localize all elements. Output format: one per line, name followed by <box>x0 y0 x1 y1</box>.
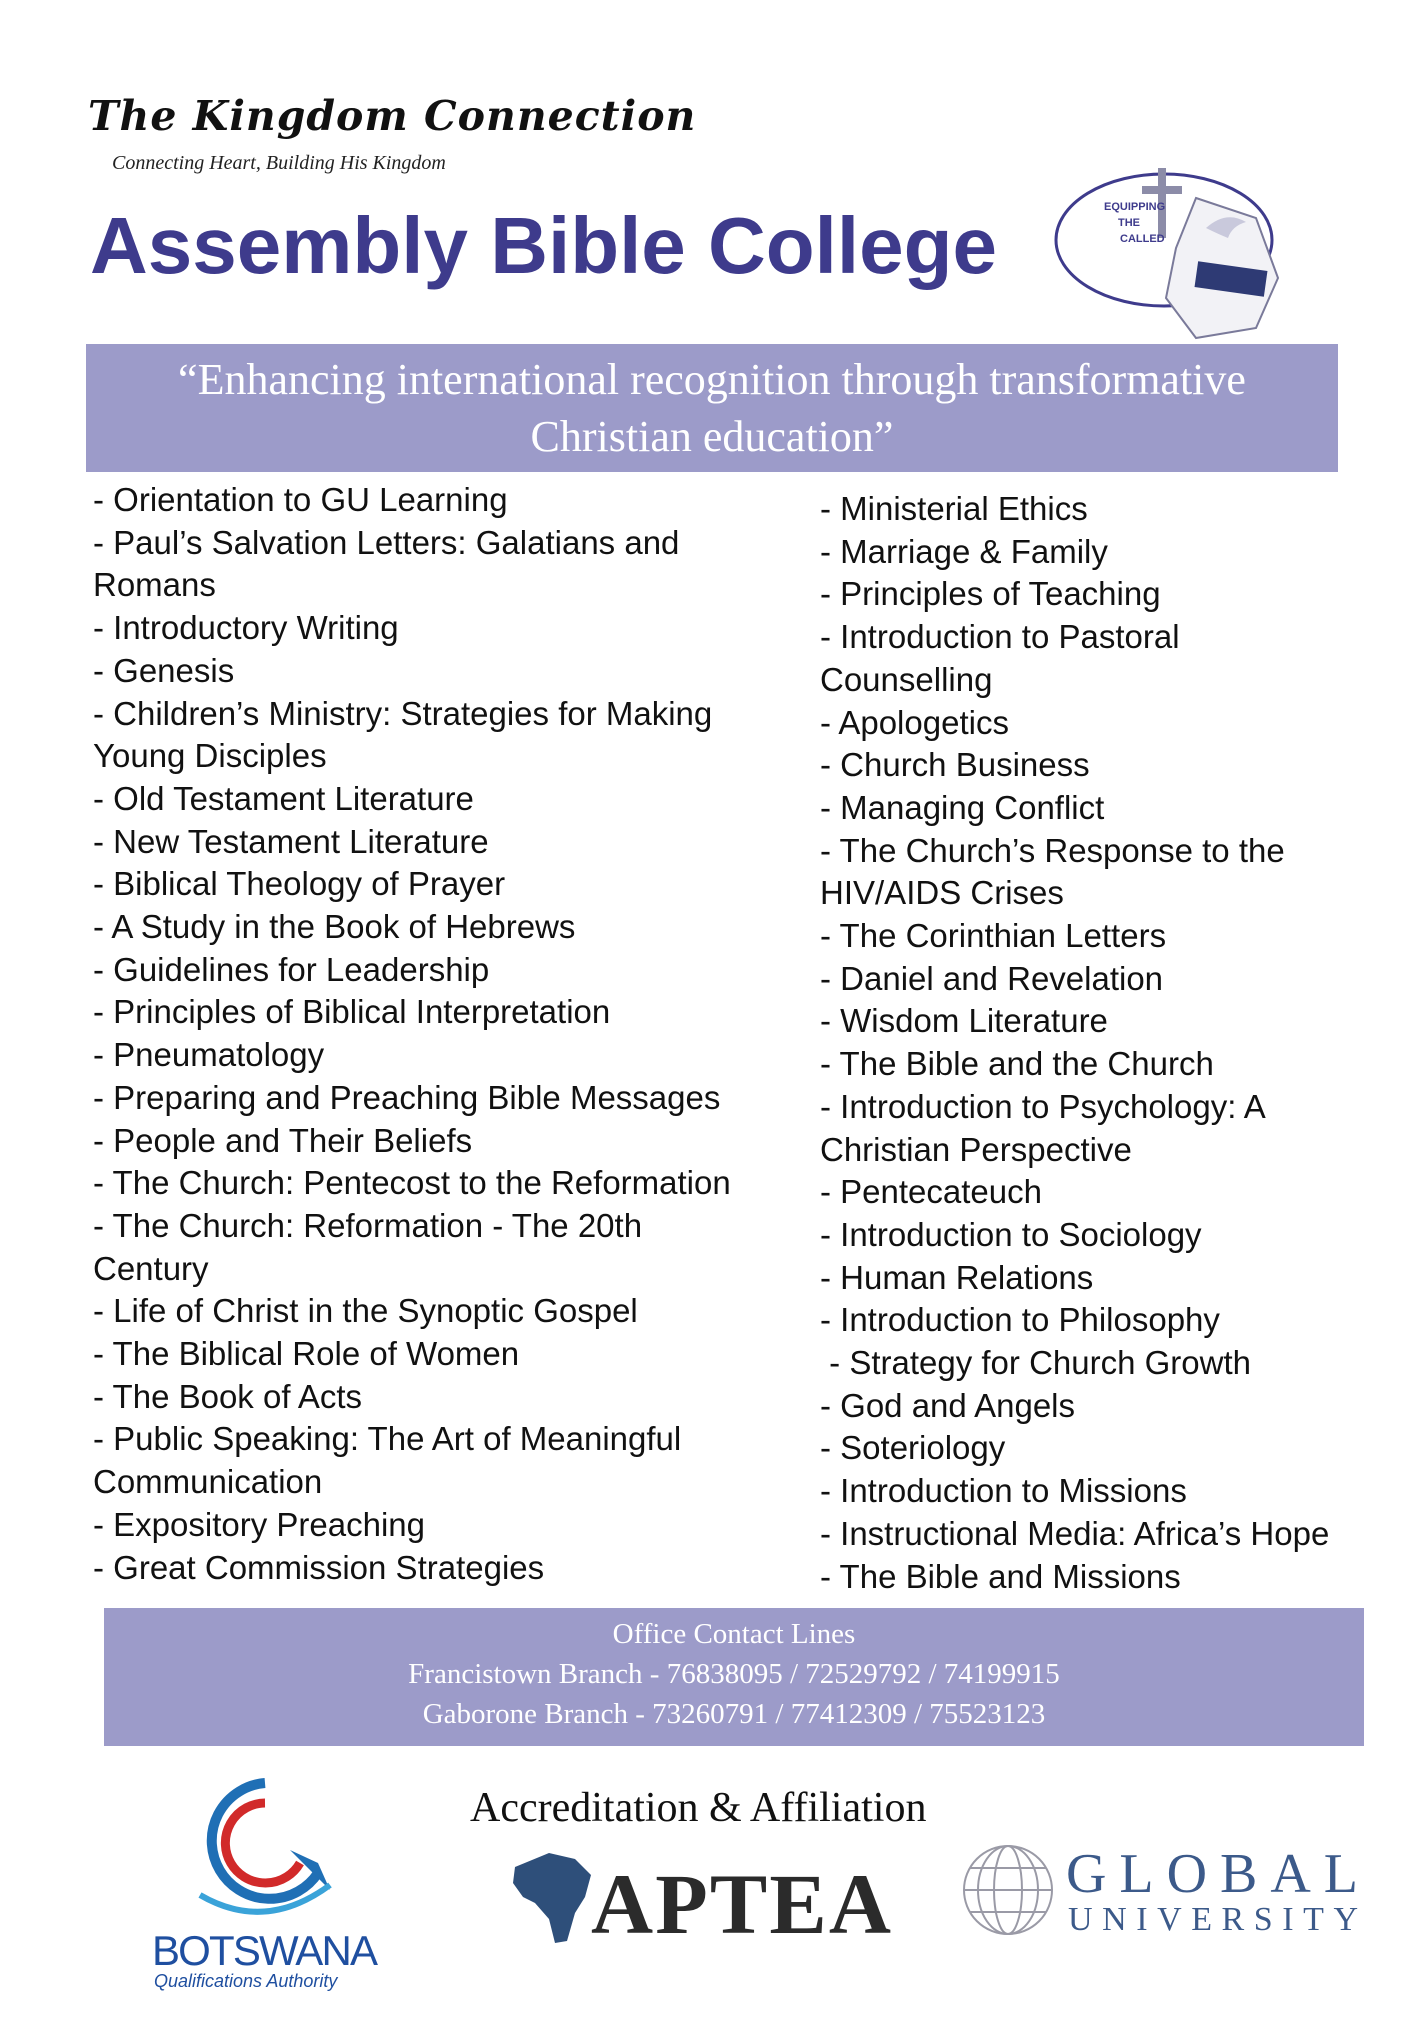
bqa-name: BOTSWANA <box>152 1927 378 1974</box>
course-item: - Church Business <box>820 746 1090 784</box>
course-item: - Pentecateuch <box>820 1173 1042 1211</box>
course-item: - Old Testament Literature <box>93 779 474 817</box>
course-item: - People and Their Beliefs <box>93 1121 473 1159</box>
contact-heading: Office Contact Lines <box>612 1618 856 1650</box>
course-item: Young Disciples <box>93 737 327 775</box>
course-item: - Strategy for Church Growth <box>820 1344 1251 1382</box>
course-item: - Genesis <box>93 651 235 689</box>
course-item: - Introduction to Pastoral <box>820 618 1180 656</box>
course-item: - The Bible and Missions <box>820 1557 1181 1595</box>
university-text: UNIVERSITY <box>1068 1901 1358 1938</box>
course-item: - Paul’s Salvation Letters: Galatians and <box>93 523 680 561</box>
college-emblem-logo <box>1046 158 1306 348</box>
course-item: Romans <box>93 566 216 604</box>
bqa-subtitle: Qualifications Authority <box>154 1971 338 1991</box>
course-item: - The Church: Pentecost to the Reformation <box>93 1164 731 1202</box>
course-item: - Introduction to Psychology: A <box>820 1087 1266 1125</box>
course-item: Counselling <box>820 660 993 698</box>
aptea-logo <box>505 1845 905 1950</box>
course-item: - The Corinthian Letters <box>820 917 1167 955</box>
logo-text-the: THE <box>1118 217 1140 229</box>
course-item: - Apologetics <box>820 703 1009 741</box>
globe-icon <box>964 1846 1052 1934</box>
course-item: - Soteriology <box>820 1429 1006 1467</box>
logo-text-called: CALLED <box>1120 233 1165 245</box>
course-item: - Guidelines for Leadership <box>93 950 490 988</box>
course-item: Communication <box>93 1463 323 1501</box>
course-item: - Daniel and Revelation <box>820 959 1164 997</box>
course-item: - The Book of Acts <box>93 1377 363 1415</box>
course-item: - Orientation to GU Learning <box>93 481 508 518</box>
course-item: - The Bible and the Church <box>820 1045 1214 1083</box>
accreditation-heading: Accreditation & Affiliation <box>470 1785 927 1831</box>
course-item: - Marriage & Family <box>820 532 1108 570</box>
course-item: - The Church: Reformation - The 20th <box>93 1206 643 1244</box>
course-item: - Principles of Biblical Interpretation <box>93 993 611 1031</box>
course-item: Christian Perspective <box>820 1130 1132 1168</box>
logo-text-equipping: EQUIPPING <box>1104 201 1166 213</box>
course-list-left <box>93 479 793 1589</box>
course-item: - Children’s Ministry: Strategies for Making <box>93 694 713 732</box>
motto-line-2: Christian education” <box>530 412 894 461</box>
course-item: - Wisdom Literature <box>820 1002 1108 1040</box>
course-item: - Preparing and Preaching Bible Messages <box>93 1078 721 1116</box>
course-item: - God and Angels <box>820 1386 1076 1424</box>
course-item: - Introduction to Philosophy <box>820 1301 1220 1339</box>
course-item: - Great Commission Strategies <box>93 1548 545 1586</box>
contact-francistown: Francistown Branch - 76838095 / 72529792 / 74199915 <box>408 1658 1060 1690</box>
course-item: HIV/AIDS Crises <box>820 874 1064 912</box>
course-item: Century <box>93 1249 209 1287</box>
contact-gaborone: Gaborone Branch - 73260791 / 77412309 / 75523123 <box>422 1698 1046 1730</box>
course-item: - Introductory Writing <box>93 609 399 647</box>
africa-continent-icon <box>513 1853 591 1943</box>
botswana-qualifications-authority-logo <box>140 1775 390 1995</box>
course-item: - Public Speaking: The Art of Meaningful <box>93 1420 682 1458</box>
motto-line-1: “Enhancing international recognition through transformative <box>178 355 1246 404</box>
course-item: - Managing Conflict <box>820 788 1105 826</box>
course-item: - Ministerial Ethics <box>820 490 1088 527</box>
course-item: - Principles of Teaching <box>820 575 1161 613</box>
course-item: - A Study in the Book of Hebrews <box>93 908 576 946</box>
brand-title: The Kingdom Connection <box>88 92 697 140</box>
course-item: - The Church’s Response to the <box>820 831 1285 869</box>
course-item: - Human Relations <box>820 1258 1094 1296</box>
global-text: GLOBAL <box>1066 1843 1358 1905</box>
course-item: - Expository Preaching <box>93 1505 425 1543</box>
motto-band <box>86 344 1338 472</box>
brand-subtitle: Connecting Heart, Building His Kingdom <box>112 152 446 174</box>
contact-band <box>104 1608 1364 1746</box>
college-name: Assembly Bible College <box>90 201 997 290</box>
course-item: - The Biblical Role of Women <box>93 1335 520 1373</box>
course-item: - Pneumatology <box>93 1036 325 1074</box>
course-list-right <box>820 488 1390 1598</box>
aptea-text: APTEA <box>591 1856 891 1950</box>
course-item: - Instructional Media: Africa’s Hope <box>820 1514 1330 1552</box>
course-item: - Introduction to Sociology <box>820 1215 1202 1253</box>
course-item: - Introduction to Missions <box>820 1472 1187 1510</box>
global-university-logo <box>958 1838 1368 1948</box>
course-item: - Life of Christ in the Synoptic Gospel <box>93 1292 638 1330</box>
course-item: - New Testament Literature <box>93 822 489 860</box>
course-item: - Biblical Theology of Prayer <box>93 865 506 903</box>
